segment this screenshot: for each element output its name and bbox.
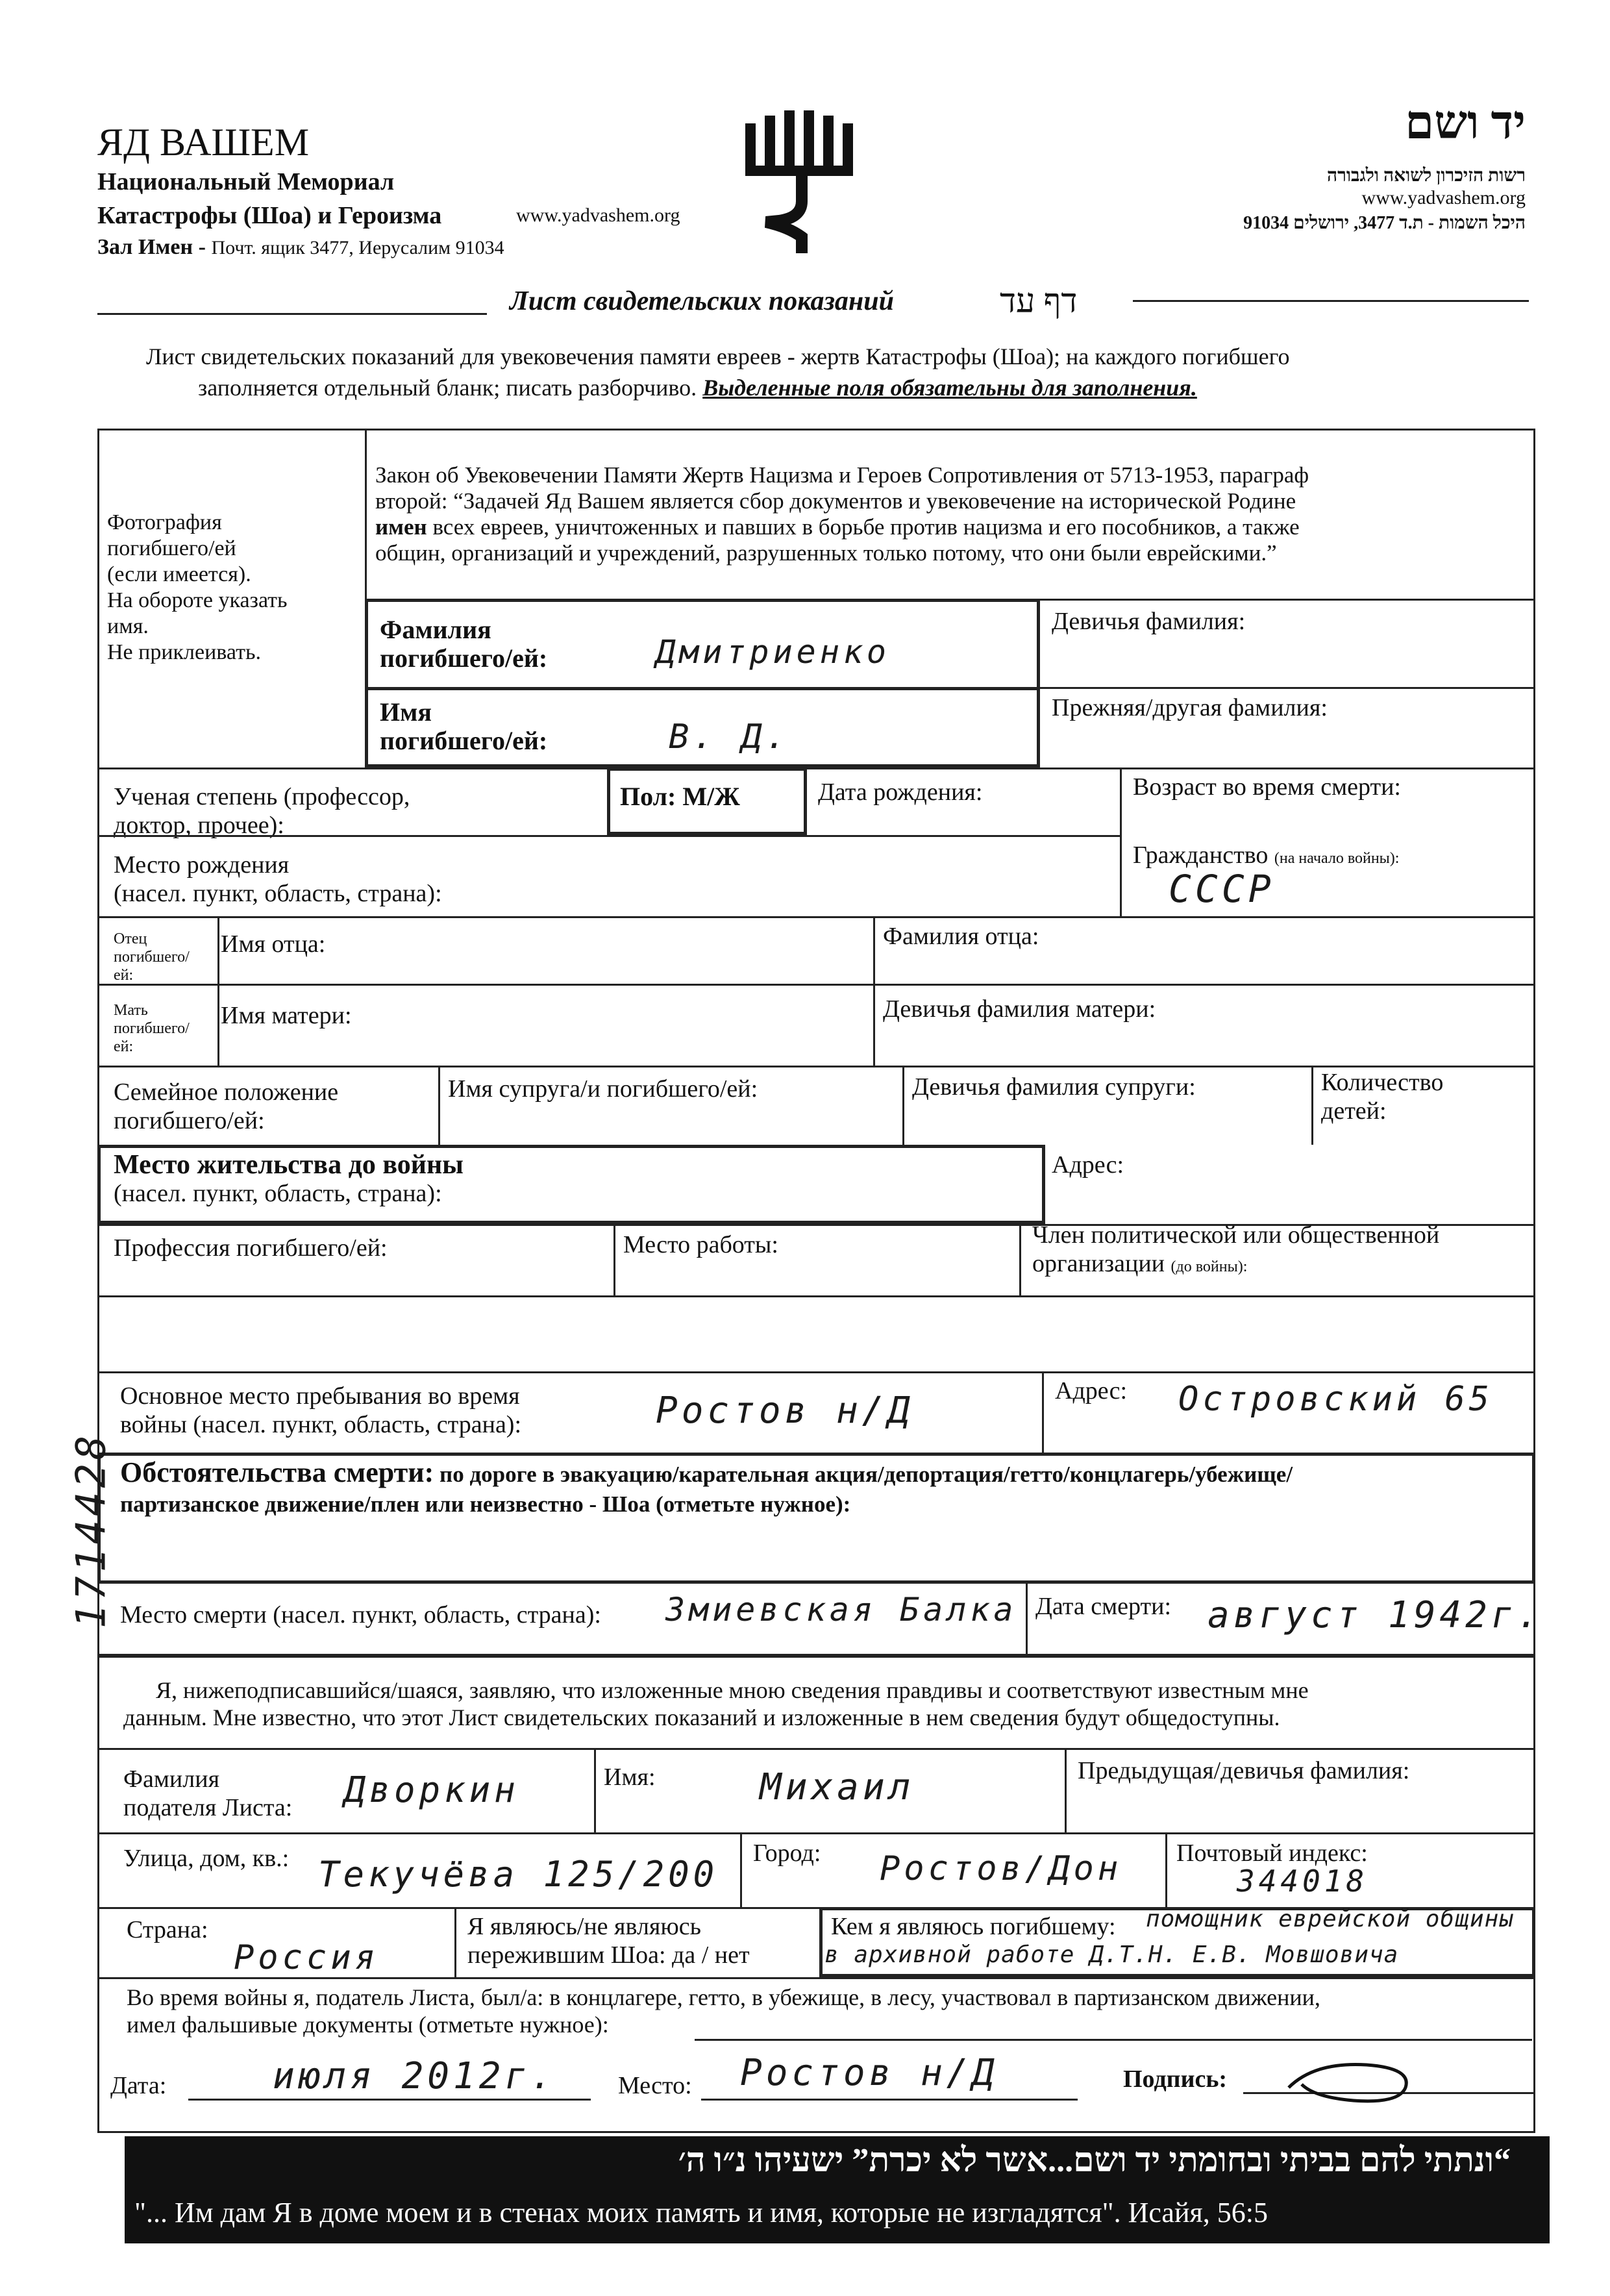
submitter-surname-field[interactable]: Дворкин <box>344 1769 519 1810</box>
row-rule-5 <box>97 1066 1535 1067</box>
victim-surname-label-2: погибшего/ей: <box>380 643 548 673</box>
sub-rule-1 <box>97 1748 1535 1750</box>
signature-field[interactable] <box>1276 2055 1431 2107</box>
org-line3-he: היכל השמות - ת.ד 3477, ירושלים 91034 <box>1243 213 1526 233</box>
intro-line-2-text: заполняется отдельный бланк; писать разборчиво. <box>198 375 697 401</box>
yad-vashem-logo <box>740 104 863 260</box>
row-rule-1 <box>97 767 1535 769</box>
form-title-he: דף עד <box>1000 283 1078 320</box>
father-side-label <box>114 930 190 984</box>
intro-line-1: Лист свидетельских показаний для увековечения памяти евреев - жертв Катастрофы (Шоа); на каждого погибшего <box>146 343 1290 369</box>
citizenship-label <box>1133 841 1399 869</box>
city-divider <box>740 1832 742 1907</box>
submitter-surname-label-1: Фамилия <box>123 1766 220 1793</box>
org-title-ru: ЯД ВАШЕМ <box>97 121 310 164</box>
law-line-4: общин, организаций и учреждений, разрушенных только потому, что они были еврейскими.” <box>375 540 1277 566</box>
place-field[interactable]: Ростов н/Д <box>740 2052 998 2094</box>
circumstances-options-1[interactable]: по дороге в эвакуацию/карательная акция/депортация/гетто/концлагерь/убежище/ <box>434 1462 1293 1487</box>
org-line1-he: רשות הזיכרון לשואה ולגבורה <box>1326 166 1526 186</box>
death-place-label: Место смерти (насел. пункт, область, страна): <box>120 1601 601 1628</box>
death-date-divider <box>1026 1584 1028 1656</box>
citizenship-divider <box>1120 835 1122 916</box>
archive-number: 1714428 <box>67 1431 115 1629</box>
degree-label-2: доктор, прочее): <box>114 812 284 839</box>
maiden-prev-rule <box>1040 687 1535 689</box>
sub-name-divider <box>594 1748 596 1832</box>
footer-quote-he: “ונתתי להם בביתי ובחומתי יד ושם...אשר לא יכרת” ישעיהו נ״ו ה׳ <box>678 2142 1511 2179</box>
age-label: Возраст во время смерти: <box>1133 773 1401 801</box>
wartime-label-1: Основное место пребывания во время <box>120 1382 520 1410</box>
dob-label: Дата рождения: <box>818 779 983 806</box>
org-url-left: www.yadvashem.org <box>516 205 680 226</box>
wartime-status-line-1[interactable]: Во время войны я, податель Листа, был/а: в концлагере, гетто, в убежище, в лесу, участвовал в партизанском движении, <box>127 1984 1320 2010</box>
residence-label <box>114 1151 464 1208</box>
law-line-3-text: всех евреев, уничтоженных и павших в борьбе против нацизма и его пособников, а также <box>427 514 1300 540</box>
mother-side-3: ей: <box>114 1038 134 1055</box>
citizenship-field[interactable]: СССР <box>1169 867 1275 911</box>
relation-field-2[interactable]: в архивной работе Д.Т.Н. Е.В. Мовшовича <box>824 1941 1399 1968</box>
sub-prev-divider <box>1065 1748 1067 1832</box>
law-line-1: Закон об Увековечении Памяти Жертв Нацизма и Героев Сопротивления от 5713-1953, параграф <box>375 462 1309 488</box>
degree-label <box>114 782 410 840</box>
circumstances-options-2[interactable]: партизанское движение/плен или неизвестно - Шоа (отметьте нужное): <box>120 1491 851 1517</box>
zip-label: Почтовый индекс: <box>1176 1840 1368 1867</box>
row-rule-4 <box>97 984 1535 986</box>
law-text <box>375 462 1531 566</box>
death-date-field[interactable]: август 1942г. <box>1208 1594 1543 1636</box>
marital-label-2: погибшего/ей: <box>114 1107 265 1134</box>
org-line1-ru: Национальный Мемориал <box>97 168 395 195</box>
member-label <box>1032 1221 1439 1278</box>
father-name-label: Имя отца: <box>221 930 326 958</box>
dob-divider <box>1120 767 1122 835</box>
submitter-name-label: Имя: <box>604 1764 656 1791</box>
marital-label-1: Семейное положение <box>114 1079 339 1106</box>
wartime-status-line-2[interactable]: имел фальшивые документы (отметьте нужное): <box>127 2012 609 2038</box>
photo-text-4: На обороте указать <box>107 588 288 612</box>
spouse-divider <box>438 1066 440 1145</box>
zip-divider <box>1165 1832 1167 1907</box>
member-divider <box>1019 1224 1021 1295</box>
title-rule-left <box>97 313 487 315</box>
name-row-divider <box>365 687 1040 690</box>
row-rule-7 <box>97 1295 1535 1297</box>
street-field[interactable]: Текучёва 125/200 <box>318 1854 719 1895</box>
row-rule-2 <box>97 835 1120 837</box>
row-rule-3 <box>97 916 1535 918</box>
birthplace-label-1: Место рождения <box>114 851 290 879</box>
survivor-label-2[interactable]: пережившим Шоа: да / нет <box>467 1941 750 1969</box>
father-side-3: ей: <box>114 967 134 984</box>
birthplace-label-2: (насел. пункт, область, страна): <box>114 880 442 907</box>
children-label <box>1321 1068 1443 1125</box>
org-url-right: www.yadvashem.org <box>1361 187 1526 208</box>
victim-firstname-label <box>380 698 547 755</box>
survivor-label-1: Я являюсь/не являюсь <box>467 1913 701 1940</box>
law-names-word: имен <box>375 514 427 540</box>
hall-of-names-label: Зал Имен - <box>97 235 206 259</box>
org-title-he: יד ושם <box>1405 97 1526 149</box>
place-label: Место: <box>618 2072 692 2099</box>
wartime-address-field[interactable]: Островский 65 <box>1178 1380 1493 1419</box>
victim-surname-label <box>380 616 547 673</box>
work-divider <box>613 1224 615 1295</box>
victim-surname-field[interactable]: Дмитриенко <box>656 633 891 671</box>
photo-text-6: Не приклеивать. <box>107 640 261 664</box>
signature-label: Подпись: <box>1123 2065 1228 2093</box>
degree-label-1: Ученая степень (профессор, <box>114 783 410 810</box>
death-date-label: Дата смерти: <box>1035 1593 1172 1620</box>
row-rule-8 <box>97 1371 1535 1373</box>
sex-label: Пол: М/Ж <box>620 782 740 811</box>
law-bottom-rule <box>1040 599 1535 601</box>
member-label-2: организации <box>1032 1250 1165 1277</box>
residence-label-1: Место жительства до войны <box>114 1150 464 1180</box>
country-label: Страна: <box>127 1916 208 1943</box>
footer-banner <box>125 2136 1550 2243</box>
city-field[interactable]: Ростов/Дон <box>880 1849 1122 1888</box>
victim-firstname-label-1: Имя <box>380 697 432 727</box>
wartime-address-divider <box>1042 1371 1044 1453</box>
org-line2-ru: Катастрофы (Шоа) и Героизма <box>97 202 442 229</box>
org-line3-ru <box>97 235 504 260</box>
submitter-prev-label: Предыдущая/девичья фамилия: <box>1078 1757 1410 1784</box>
po-box-text: Почт. ящик 3477, Иерусалим 91034 <box>211 237 504 258</box>
sub-rule-2 <box>97 1832 1535 1834</box>
victim-firstname-field[interactable]: В. Д. <box>669 718 790 756</box>
member-label-small: (до войны): <box>1170 1258 1248 1275</box>
mother-name-label: Имя матери: <box>221 1002 352 1029</box>
country-field[interactable]: Россия <box>234 1938 379 1977</box>
sub-rule-4 <box>97 1977 1535 1979</box>
spouse-label: Имя супруга/и погибшего/ей: <box>448 1075 758 1103</box>
survivor-divider <box>454 1907 456 1977</box>
form-title: Лист свидетельских показаний <box>510 286 894 316</box>
declaration-line-1: Я, нижеподписавшийся/шаяся, заявляю, что изложенные мною сведения правдивы и соответствуют известным мне <box>156 1677 1309 1703</box>
mother-side-1: Мать <box>114 1002 148 1019</box>
place-rule <box>701 2099 1078 2101</box>
required-notice: Выделенные поля обязательны для заполнения. <box>702 375 1197 401</box>
law-line-2: второй: “Задачей Яд Вашем является сбор документов и увековечение на исторической Родине <box>375 488 1296 514</box>
children-label-2: детей: <box>1321 1097 1387 1125</box>
children-label-1: Количество <box>1321 1069 1444 1096</box>
father-side-divider <box>217 916 219 1066</box>
date-rule <box>188 2099 591 2101</box>
date-field[interactable]: июля 2012г. <box>273 2055 556 2097</box>
spouse-maiden-label: Девичья фамилия супруги: <box>912 1073 1196 1101</box>
father-surname-divider <box>873 916 875 1066</box>
mother-maiden-label: Девичья фамилия матери: <box>883 995 1156 1023</box>
title-rule-right <box>1133 300 1529 302</box>
children-divider <box>1311 1066 1313 1145</box>
relation-label: Кем я являюсь погибшему: <box>831 1913 1116 1940</box>
citizenship-label-text: Гражданство <box>1133 842 1269 869</box>
victim-maiden-label: Девичья фамилия: <box>1052 608 1246 635</box>
declaration-text <box>123 1677 1309 1731</box>
footer-quote-ru: "... Им дам Я в доме моем и в стенах моих память и имя, которые не изгладятся". Исайя, 56:5 <box>134 2197 1268 2228</box>
birthplace-label <box>114 851 442 908</box>
profession-label: Профессия погибшего/ей: <box>114 1234 388 1262</box>
father-surname-label: Фамилия отца: <box>883 923 1039 950</box>
wartime-place-field[interactable]: Ростов н/Д <box>656 1390 914 1432</box>
wartime-label-2: войны (насел. пункт, область, страна): <box>120 1411 522 1438</box>
wartime-status-rule <box>695 2039 1532 2041</box>
wartime-label <box>120 1382 521 1439</box>
street-label: Улица, дом, кв.: <box>123 1845 290 1872</box>
wartime-address-label: Адрес: <box>1055 1377 1128 1404</box>
photo-placeholder <box>107 510 288 666</box>
photo-text-1: Фотография <box>107 510 222 534</box>
death-place-field[interactable]: Змиевская Балка <box>665 1591 1017 1628</box>
zip-field[interactable]: 344018 <box>1237 1864 1368 1899</box>
photo-text-5: имя. <box>107 614 149 638</box>
mother-side-label <box>114 1001 190 1056</box>
circumstances-title: Обстоятельства смерти: <box>120 1456 434 1488</box>
photo-text-2: погибшего/ей <box>107 536 236 560</box>
declaration-line-2: данным. Мне известно, что этот Лист свидетельских показаний и изложенные в нем сведения будут общедоступны. <box>123 1704 1280 1730</box>
marital-label <box>114 1078 338 1135</box>
submitter-name-field[interactable]: Михаил <box>760 1766 915 1808</box>
circumstances-label <box>120 1458 1529 1519</box>
residence-label-2: (насел. пункт, область, страна): <box>114 1180 442 1207</box>
photo-text-3: (если имеется). <box>107 562 251 586</box>
submitter-surname-label <box>123 1765 292 1822</box>
submitter-surname-label-2: подателя Листа: <box>123 1794 293 1821</box>
date-label: Дата: <box>110 2072 167 2099</box>
victim-firstname-label-2: погибшего/ей: <box>380 726 548 755</box>
work-label: Место работы: <box>623 1231 778 1258</box>
wartime-status-label <box>127 1984 1320 2038</box>
victim-prev-surname-label: Прежняя/другая фамилия: <box>1052 694 1328 721</box>
survivor-label <box>467 1912 750 1969</box>
victim-surname-label-1: Фамилия <box>380 615 491 644</box>
law-line-3 <box>375 514 1531 540</box>
relation-field-1[interactable]: помощник еврейской общины <box>1146 1906 1514 1932</box>
citizenship-label-small: (на начало войны): <box>1274 850 1400 867</box>
member-label-1: Член политической или общественной <box>1032 1221 1440 1249</box>
city-label: Город: <box>753 1840 821 1867</box>
mother-side-2: погибшего/ <box>114 1020 190 1037</box>
spouse-maiden-divider <box>902 1066 904 1145</box>
intro-line-2 <box>198 374 1197 401</box>
father-side-1: Отец <box>114 930 147 947</box>
father-side-2: погибшего/ <box>114 949 190 966</box>
residence-address-label: Адрес: <box>1052 1151 1124 1179</box>
